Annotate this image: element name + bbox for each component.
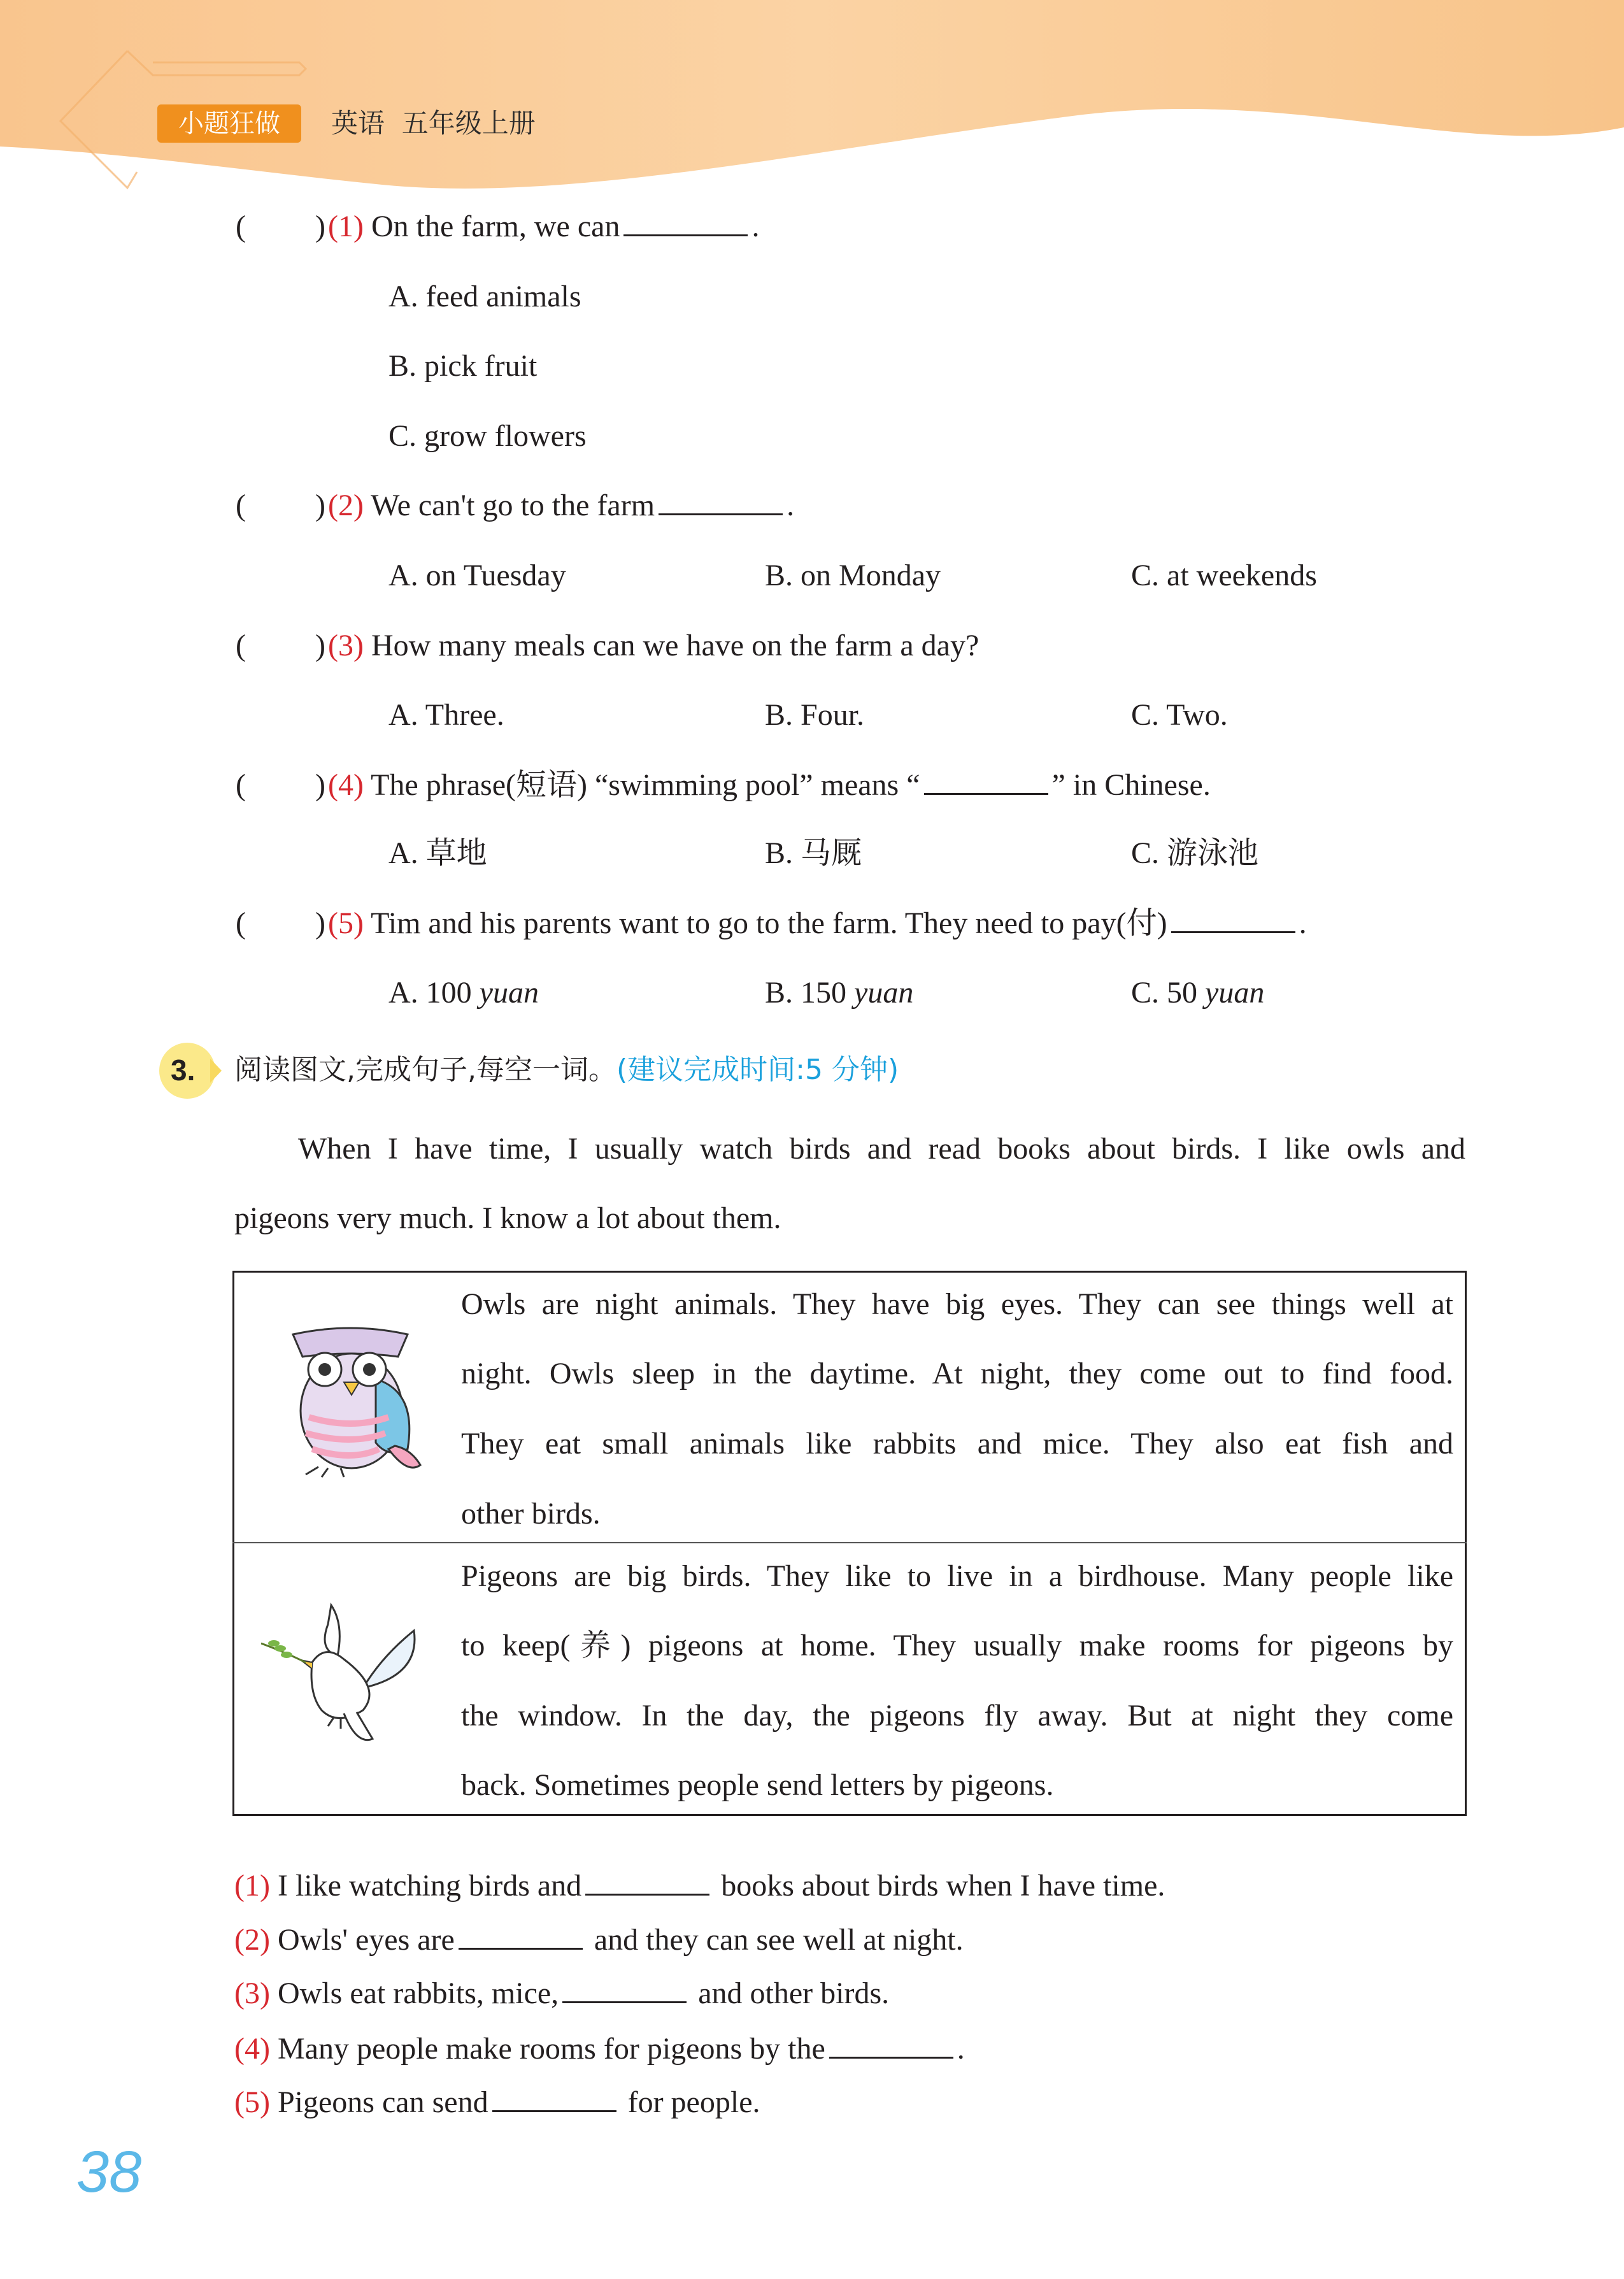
fill-question-4: (4) Many people make rooms for pigeons by the . [234,2032,965,2066]
header-subject: 英语 五年级上册 [331,108,536,139]
question-number: (4) [328,768,364,802]
header-badge: 小题狂做 [157,104,301,143]
fill-question-3: (3) Owls eat rabbits, mice, and other birds. [234,1976,890,2010]
option-a: A. Three. [388,698,504,732]
answer-blank[interactable] [659,488,783,515]
answer-blank[interactable] [924,768,1048,795]
owls-line-2: night. Owls sleep in the daytime. At night, they come out to find food. [461,1357,1453,1390]
option-a: A. on Tuesday [388,559,566,592]
option-c: C. at weekends [1131,559,1317,592]
page-number: 38 [76,2140,142,2204]
fill-question-2: (2) Owls' eyes are and they can see well at night. [234,1923,964,1957]
question-text: The phrase(短语) “swimming pool” means “ [371,768,920,802]
answer-blank[interactable] [1171,906,1295,933]
option-b: B. 马厩 [765,836,862,870]
option-c: C. grow flowers [388,419,587,453]
option-b: B. Four. [765,698,865,732]
time-hint: (建议完成时间:5 分钟) [616,1054,899,1086]
pigeons-line-1: Pigeons are big birds. They like to live in a birdhouse. Many people like [461,1559,1453,1593]
answer-paren-close: ) [315,906,325,940]
answer-blank[interactable] [829,2031,953,2059]
option-b: B. 150 yuan [765,976,914,1010]
pigeons-line-2: to keep(养) pigeons at home. They usually make rooms for pigeons by [461,1629,1453,1662]
question-number: (3) [328,629,364,662]
section-number: 3. [171,1054,196,1087]
punct: . [1299,906,1307,940]
option-c: C. 游泳池 [1131,836,1259,870]
dove-illustration [261,1599,424,1755]
owl-illustration [280,1322,427,1478]
answer-paren-open: ( [236,629,246,662]
fill-question-1: (1) I like watching birds and books about birds when I have time. [234,1869,1165,1903]
question-number: (1) [328,210,364,243]
owls-line-3: They eat small animals like rabbits and mice. They also eat fish and [461,1427,1453,1461]
option-a: A. feed animals [388,280,581,313]
pigeons-line-3: the window. In the day, the pigeons fly away. But at night they come [461,1699,1453,1732]
answer-blank[interactable] [459,1922,583,1950]
option-c: C. 50 yuan [1131,976,1265,1010]
question-number: (2) [328,489,364,522]
option-a: A. 草地 [388,836,487,870]
punct: ” in Chinese. [1051,768,1211,802]
punct: . [787,489,795,522]
answer-blank[interactable] [562,1976,687,2003]
question-text: On the farm, we can [371,210,620,243]
pigeons-line-4: back. Sometimes people send letters by pigeons. [461,1768,1054,1802]
answer-paren-close: ) [315,768,325,802]
header-background [0,0,1624,204]
table-divider [232,1542,1467,1543]
option-b: B. pick fruit [388,349,538,383]
answer-blank[interactable] [492,2085,616,2112]
intro-line-2: pigeons very much. I know a lot about them. [234,1201,781,1235]
owls-line-4: other birds. [461,1497,601,1531]
answer-paren-open: ( [236,489,246,522]
section-instruction: 阅读图文,完成句子,每空一词。(建议完成时间:5 分钟) [234,1054,899,1086]
answer-paren-open: ( [236,768,246,802]
answer-paren-close: ) [315,210,325,243]
answer-paren-close: ) [315,489,325,522]
answer-paren-open: ( [236,210,246,243]
punct: . [751,210,760,243]
answer-blank[interactable] [623,209,748,236]
option-b: B. on Monday [765,559,941,592]
question-text: How many meals can we have on the farm a day? [371,629,979,662]
answer-paren-close: ) [315,629,325,662]
answer-paren-open: ( [236,906,246,940]
owls-line-1: Owls are night animals. They have big eyes. They can see things well at [461,1287,1453,1321]
answer-blank[interactable] [585,1868,709,1896]
question-text: We can't go to the farm [371,489,655,522]
option-c: C. Two. [1131,698,1228,732]
fill-question-5: (5) Pigeons can send for people. [234,2085,760,2119]
question-text: Tim and his parents want to go to the farm. They need to pay(付) [371,906,1167,940]
option-a: A. 100 yuan [388,976,539,1010]
section-badge-arrow [210,1059,222,1083]
intro-line-1: When I have time, I usually watch birds and read books about birds. I like owls and [298,1132,1465,1166]
question-number: (5) [328,906,364,940]
